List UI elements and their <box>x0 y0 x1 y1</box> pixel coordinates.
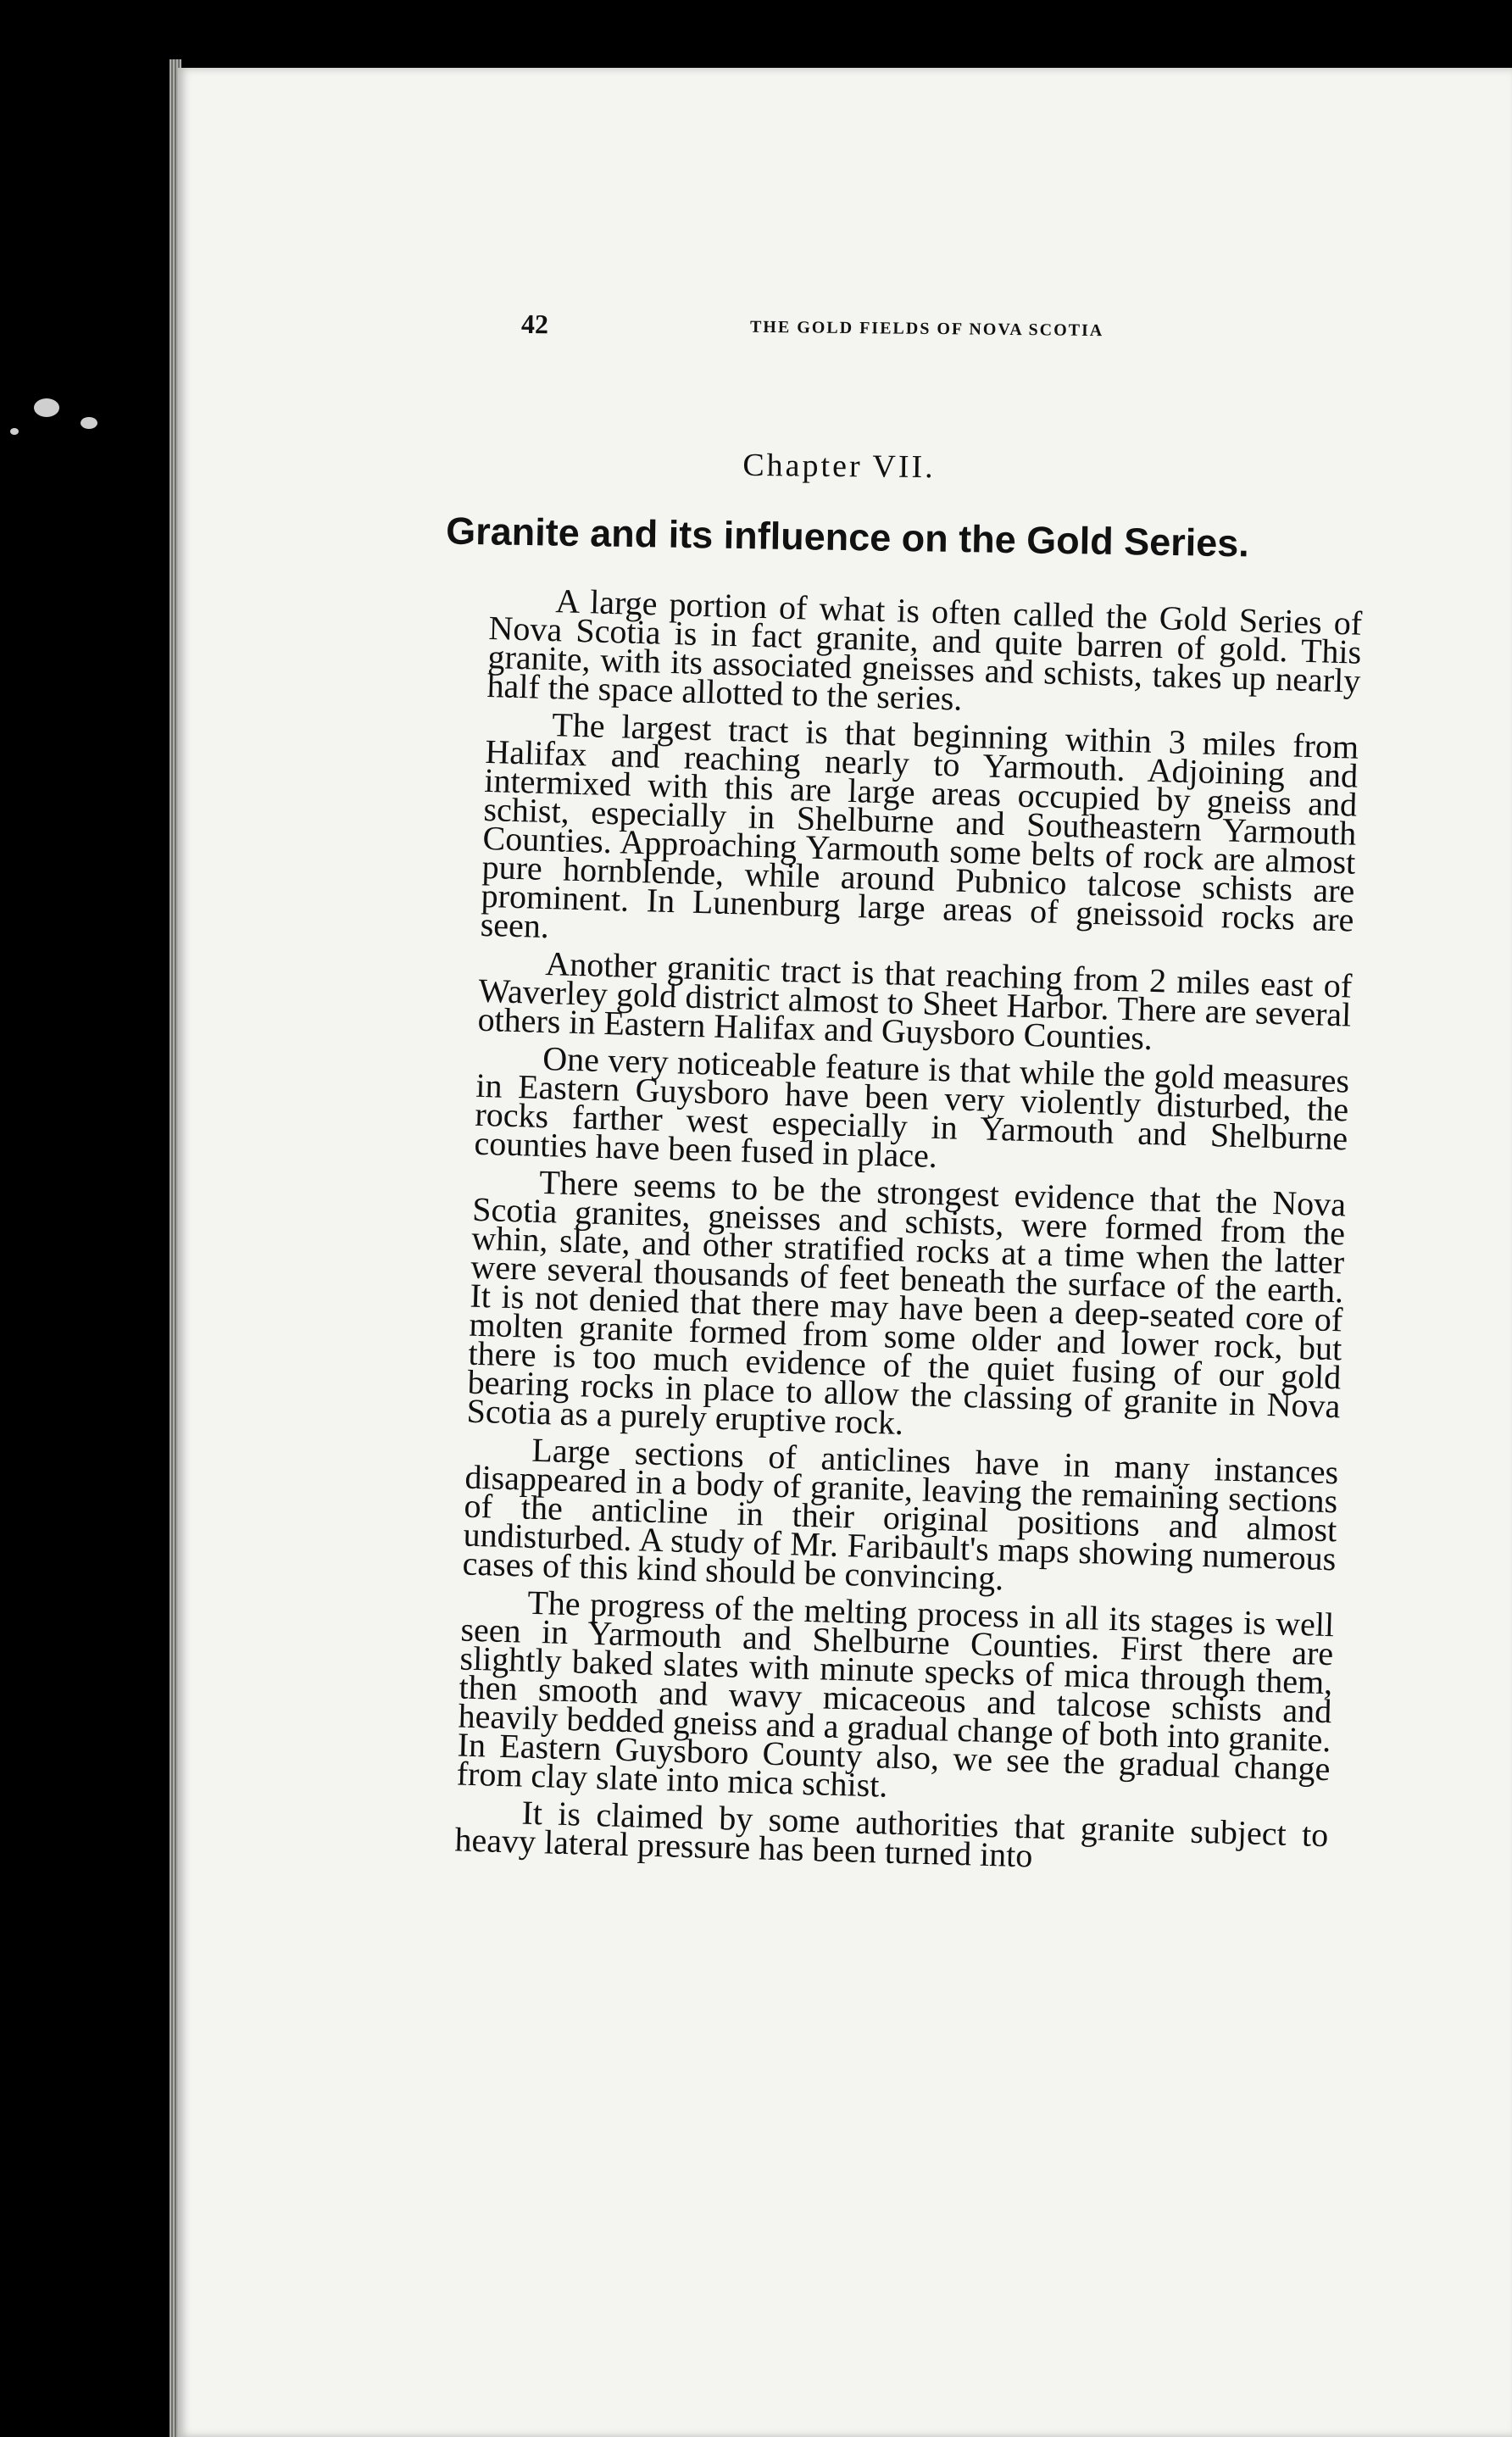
paragraph: There seems to be the strongest evidence that the Nova Scotia granites, gneisses and schists, were formed from the whin, slate, and other stratified rocks at a time when the latter were several thousands of feet beneath the surface of the earth. It is not denied that there may have been a deep-seated core of molten granite formed from some older and lower rock, but there is too much evidence of the quiet fusing of our gold bearing rocks in place to allow the classing of granite in Nova Scotia as a purely eruptive rock. <box>466 1162 1347 1443</box>
dust-speck <box>10 428 19 435</box>
page-number: 42 <box>520 308 549 340</box>
paragraph: Another granitic tract is that reaching from 2 miles east of Waverley gold district almost to Sheet Harbor. There are several others in Eastern Halifax and Guysboro Counties. <box>477 944 1353 1058</box>
page-header <box>521 309 1182 349</box>
body-text <box>454 581 1363 1887</box>
chapter-heading: Chapter VII. <box>742 447 936 486</box>
paragraph: Large sections of anticlines have in many instances disappeared in a body of granite, leaving the remaining sections of the anticline in their original positions and almost undisturbed. A study of Mr. Faribault's maps showing numerous cases of this kind should be convincing. <box>462 1430 1339 1598</box>
paragraph: One very noticeable feature is that while the gold measures in Eastern Guysboro have been very violently disturbed, the rocks farther west especially in Yarmouth and Shelburne counties have been fused in place. <box>473 1038 1350 1175</box>
paragraph: It is claimed by some authorities that granite subject to heavy lateral pressure has been turned into <box>454 1793 1329 1875</box>
paragraph: The largest tract is that beginning within 3 miles from Halifax and reaching nearly to Yarmouth. Adjoining and intermixed with this are large areas occupied by gneiss and schist, especially in Shelburne and Southeastern Yarmouth Counties. Approaching Yarmouth some belts of rock are almost pure hornblende, while around Pubnico talcose schists are prominent. In Lunenburg large areas of gneissoid rocks are seen. <box>480 705 1359 946</box>
running-head: THE GOLD FIELDS OF NOVA SCOTIA <box>749 317 1104 341</box>
section-title: Granite and its influence on the Gold Series. <box>445 509 1250 565</box>
dust-speck <box>81 417 97 429</box>
paragraph: The progress of the melting process in all its stages is well seen in Yarmouth and Shelburne Counties. First there are slightly baked slates with minute specks of mica through them, then smooth and wavy micaceous and talcose schists and heavily bedded gneiss and a gradual change of both into granite. In Eastern Guysboro County also, we see the gradual change from clay slate into mica schist. <box>456 1583 1335 1805</box>
dust-speck <box>34 398 59 417</box>
paragraph: A large portion of what is often called the Gold Series of Nova Scotia is in fact granite, and quite barren of gold. This granite, with its associated gneisses and schists, takes up nearly half the space allotted to the series. <box>486 581 1363 718</box>
